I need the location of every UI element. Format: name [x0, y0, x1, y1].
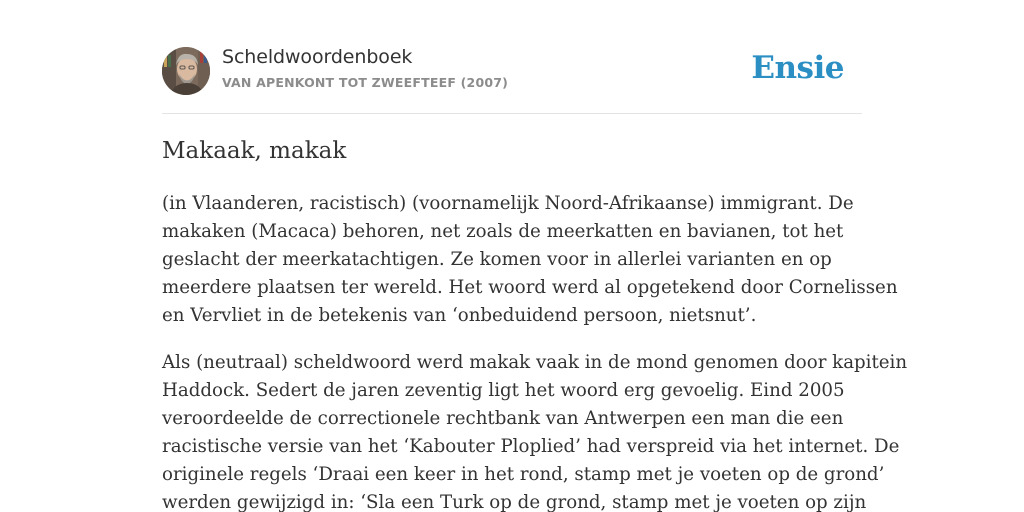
paragraph-line: (in Vlaanderen, racistisch) (voornamelijk Noord-Afrikaanse) immigrant. De	[162, 193, 854, 214]
paragraph-line: en Vervliet in de betekenis van ‘onbeduidend persoon, nietsnut’.	[162, 305, 757, 326]
paragraph-line: originele regels ‘Draai een keer in het rond, stamp met je voeten op de grond’	[162, 464, 885, 485]
source-title[interactable]: Scheldwoordenboek	[222, 46, 413, 68]
source-subtitle: VAN APENKONT TOT ZWEEFTEEF (2007)	[222, 75, 509, 90]
ensie-logo[interactable]: Ensie	[751, 50, 844, 86]
paragraph-line: werden gewijzigd in: ‘Sla een Turk op de grond, stamp met je voeten op zijn	[162, 492, 867, 512]
header-divider	[162, 113, 862, 114]
author-portrait-icon	[162, 47, 210, 95]
paragraph-line: geslacht der meerkatachtigen. Ze komen voor in allerlei varianten en op	[162, 249, 832, 270]
definition-paragraph	[162, 190, 898, 330]
paragraph-line: Als (neutraal) scheldwoord werd makak vaak in de mond genomen door kapitein	[162, 352, 908, 373]
paragraph-line: veroordeelde de correctionele rechtbank van Antwerpen een man die een	[162, 408, 844, 429]
paragraph-line: meerdere plaatsen ter wereld. Het woord werd al opgetekend door Cornelissen	[162, 277, 898, 298]
definition-paragraph	[162, 349, 908, 512]
paragraph-line: makaken (Macaca) behoren, net zoals de meerkatten en bavianen, tot het	[162, 221, 844, 242]
entry-term: Makaak, makak	[162, 138, 347, 164]
paragraph-line: racistische versie van het ‘Kabouter Ploplied’ had verspreid via het internet. De	[162, 436, 900, 457]
source-header	[162, 46, 862, 96]
entry-definition	[162, 190, 908, 512]
paragraph-line: Haddock. Sedert de jaren zeventig ligt het woord erg gevoelig. Eind 2005	[162, 380, 845, 401]
avatar[interactable]	[162, 47, 210, 95]
